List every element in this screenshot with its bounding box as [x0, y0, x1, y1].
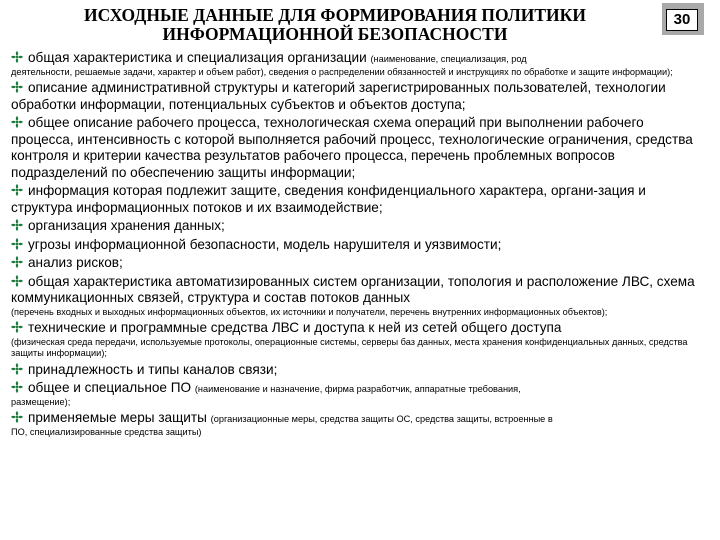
list-item-main-text: общая характеристика автоматизированных систем организации, топология и расположение ЛВС, схема коммуникационных связей, структура и состав потоков данных	[11, 273, 695, 305]
list-item-main-text: общее описание рабочего процесса, технологическая схема операций при выполнении рабочего процесса, интенсивность с которой выполняется рабочий процесс, технологические ограничения, средства контроля и критерии качества результатов рабочего процесса, перечень проблемных вопросов подразделений по обеспечению защиты информации;	[11, 115, 693, 180]
list-item-note: размещение);	[11, 396, 71, 407]
list-item-inline-note: (наименование, специализация, род	[370, 54, 527, 64]
list-item	[11, 380, 709, 408]
list-item-text	[11, 115, 709, 181]
list-item-text	[11, 218, 709, 235]
list-item-main-text: технические и программные средства ЛВС и доступа к ней из сетей общего доступа	[28, 320, 562, 335]
list-item	[11, 115, 709, 181]
list-item	[11, 320, 709, 360]
list-item	[11, 410, 709, 438]
list-item-text	[11, 255, 709, 272]
list-item	[11, 237, 709, 254]
list-item-main-text: принадлежность и типы каналов связи;	[28, 361, 278, 377]
list-item-note: ПО, специализированные средства защиты)	[11, 426, 202, 437]
list-item	[11, 362, 709, 379]
diamond-clover-bullet-icon	[11, 363, 23, 375]
slide-title	[30, 6, 640, 44]
list-item-main-text: общая характеристика и специализация организации	[28, 50, 367, 65]
diamond-clover-bullet-icon	[11, 381, 23, 393]
diamond-clover-bullet-icon	[11, 411, 23, 423]
diamond-clover-bullet-icon	[11, 275, 23, 287]
list-item	[11, 183, 709, 216]
list-item-note: деятельности, решаемые задачи, характер и объем работ), сведения о распределении обязанностей и инструкциях по обработке и защите информации);	[11, 66, 673, 77]
list-item-text	[11, 237, 709, 254]
list-item	[11, 218, 709, 235]
list-item-text	[11, 80, 709, 113]
list-item-note: (перечень входных и выходных информационных объектов, их источники и получатели, перечень внутренних информационных объектов);	[11, 306, 608, 317]
diamond-clover-bullet-icon	[11, 116, 23, 128]
list-item-main-text: применяемые меры защиты	[28, 410, 207, 425]
list-item-inline-note: (организационные меры, средства защиты ОС, средства защиты, встроенные в	[210, 414, 553, 424]
page-number: 30	[666, 9, 698, 31]
diamond-clover-bullet-icon	[11, 256, 23, 268]
diamond-clover-bullet-icon	[11, 81, 23, 93]
list-item	[11, 274, 709, 319]
page-number-badge	[662, 3, 704, 35]
list-item	[11, 50, 709, 78]
diamond-clover-bullet-icon	[11, 321, 23, 333]
diamond-clover-bullet-icon	[11, 51, 23, 63]
list-item-text	[11, 274, 709, 307]
list-item-text	[11, 362, 709, 379]
diamond-clover-bullet-icon	[11, 238, 23, 250]
list-item-note: (физическая среда передачи, используемые протоколы, операционные системы, серверы баз данных, места хранения конфиденциальных данных, средства защиты информации);	[11, 336, 688, 358]
list-item-main-text: угрозы информационной безопасности, модель нарушителя и уязвимости;	[28, 236, 502, 252]
list-item-text	[11, 183, 709, 216]
list-item-main-text: описание административной структуры и категорий зарегистрированных пользователей, технологии обработки информации, потенциальных субъектов и объектов доступа;	[11, 80, 666, 112]
list-item-text	[11, 320, 709, 337]
bullet-list	[11, 50, 709, 440]
list-item-inline-note: (наименование и назначение, фирма разработчик, аппаратные требования,	[194, 384, 521, 394]
list-item-main-text: информация которая подлежит защите, сведения конфиденциального характера, органи-зация и структура информационных потоков и их взаимодействие;	[11, 183, 646, 215]
list-item-text	[11, 410, 709, 427]
slide-title-line-2: ИНФОРМАЦИОННОЙ БЕЗОПАСНОСТИ	[162, 24, 508, 44]
list-item-text	[11, 380, 709, 397]
list-item	[11, 255, 709, 272]
list-item	[11, 80, 709, 113]
slide-title-line-1: ИСХОДНЫЕ ДАННЫЕ ДЛЯ ФОРМИРОВАНИЯ ПОЛИТИКИ	[84, 5, 586, 25]
list-item-main-text: организация хранения данных;	[28, 218, 225, 233]
list-item-text	[11, 50, 709, 67]
list-item-main-text: анализ рисков;	[28, 255, 123, 270]
diamond-clover-bullet-icon	[11, 184, 23, 196]
diamond-clover-bullet-icon	[11, 219, 23, 231]
list-item-main-text: общее и специальное ПО	[28, 380, 192, 395]
